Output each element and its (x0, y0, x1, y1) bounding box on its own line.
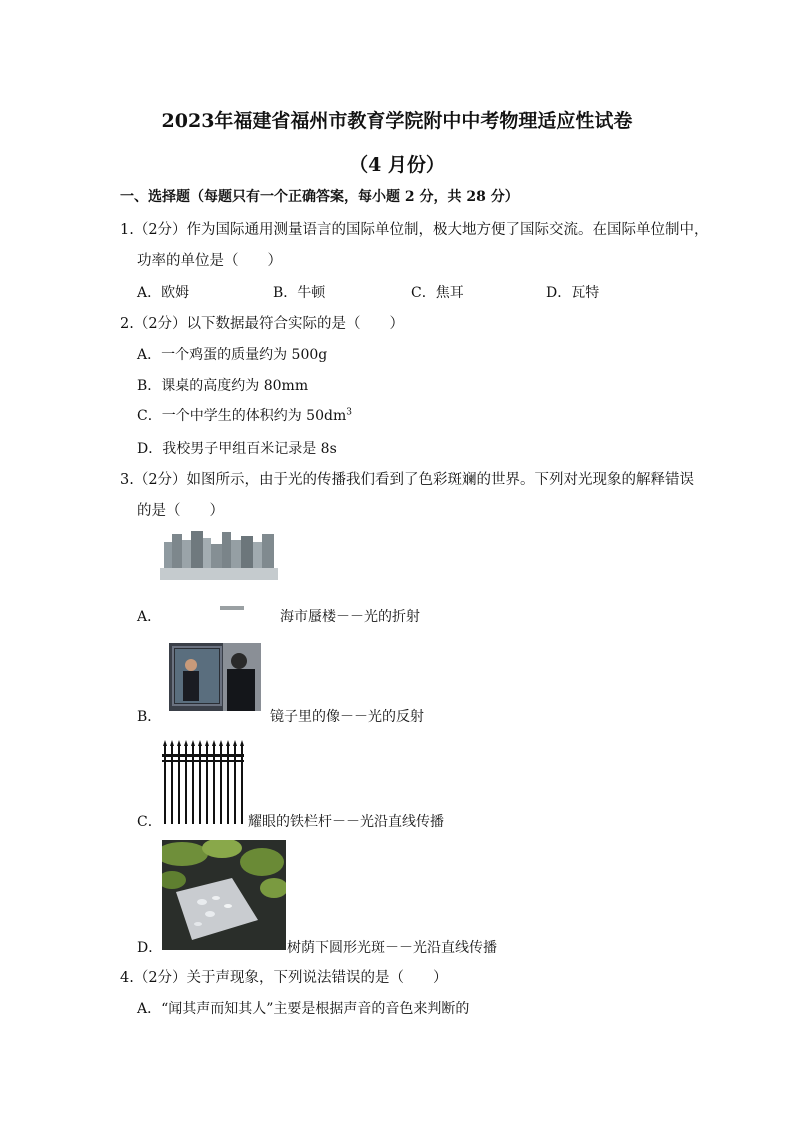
question-3-option-a-letter: A． (137, 609, 162, 625)
question-3-option-d-letter: D． (137, 940, 163, 956)
question-2-option-b: B．课桌的高度约为 80mm (137, 378, 309, 394)
question-3-option-c-letter: C． (137, 814, 162, 830)
question-3-option-b-caption: 镜子里的像－－光的反射 (270, 709, 424, 725)
question-4-option-a: A．“闻其声而知其人”主要是根据声音的音色来判断的 (137, 1001, 470, 1017)
tree-shade-light-spots-image (162, 840, 286, 950)
question-1-option-c: C．焦耳 (411, 285, 464, 301)
exam-subtitle: （4 月份） (349, 154, 445, 176)
mirror-reflection-image (169, 643, 261, 711)
question-3-line2: 的是（ ） (137, 503, 224, 519)
question-3-option-a-caption: 海市蜃楼－－光的折射 (280, 609, 420, 625)
exam-title: 2023年福建省福州市教育学院附中中考物理适应性试卷 (161, 110, 633, 132)
mirage-image (160, 528, 278, 614)
section-heading: 一、选择题（每题只有一个正确答案，每小题 2 分，共 28 分） (120, 189, 519, 205)
question-1-line1: 1.（2分）作为国际通用测量语言的国际单位制，极大地方便了国际交流。在国际单位制中， (120, 222, 709, 238)
question-3-option-d-caption: 树荫下圆形光斑－－光沿直线传播 (287, 940, 497, 956)
question-3-option-b-letter: B． (137, 709, 162, 725)
question-2-line1: 2.（2分）以下数据最符合实际的是（ ） (120, 316, 405, 332)
iron-fence-image (160, 740, 246, 824)
question-2-option-a: A．一个鸡蛋的质量约为 500g (137, 347, 328, 363)
question-2-option-c (137, 405, 352, 425)
question-3-option-c-caption: 耀眼的铁栏杆－－光沿直线传播 (248, 814, 444, 830)
question-1-option-b: B．牛顿 (273, 285, 326, 301)
question-4-line1: 4.（2分）关于声现象，下列说法错误的是（ ） (120, 970, 448, 986)
superscript-three: 3 (346, 407, 352, 418)
question-1-option-a: A．欧姆 (137, 285, 190, 301)
question-3-line1: 3.（2分）如图所示，由于光的传播我们看到了色彩斑斓的世界。下列对光现象的解释错误 (120, 472, 695, 488)
question-1-line2: 功率的单位是（ ） (137, 253, 282, 269)
question-1-option-d: D．瓦特 (546, 285, 600, 301)
question-2-option-c-text: C．一个中学生的体积约为 50dm (137, 408, 347, 424)
question-2-option-d: D．我校男子甲组百米记录是 8s (137, 441, 337, 457)
